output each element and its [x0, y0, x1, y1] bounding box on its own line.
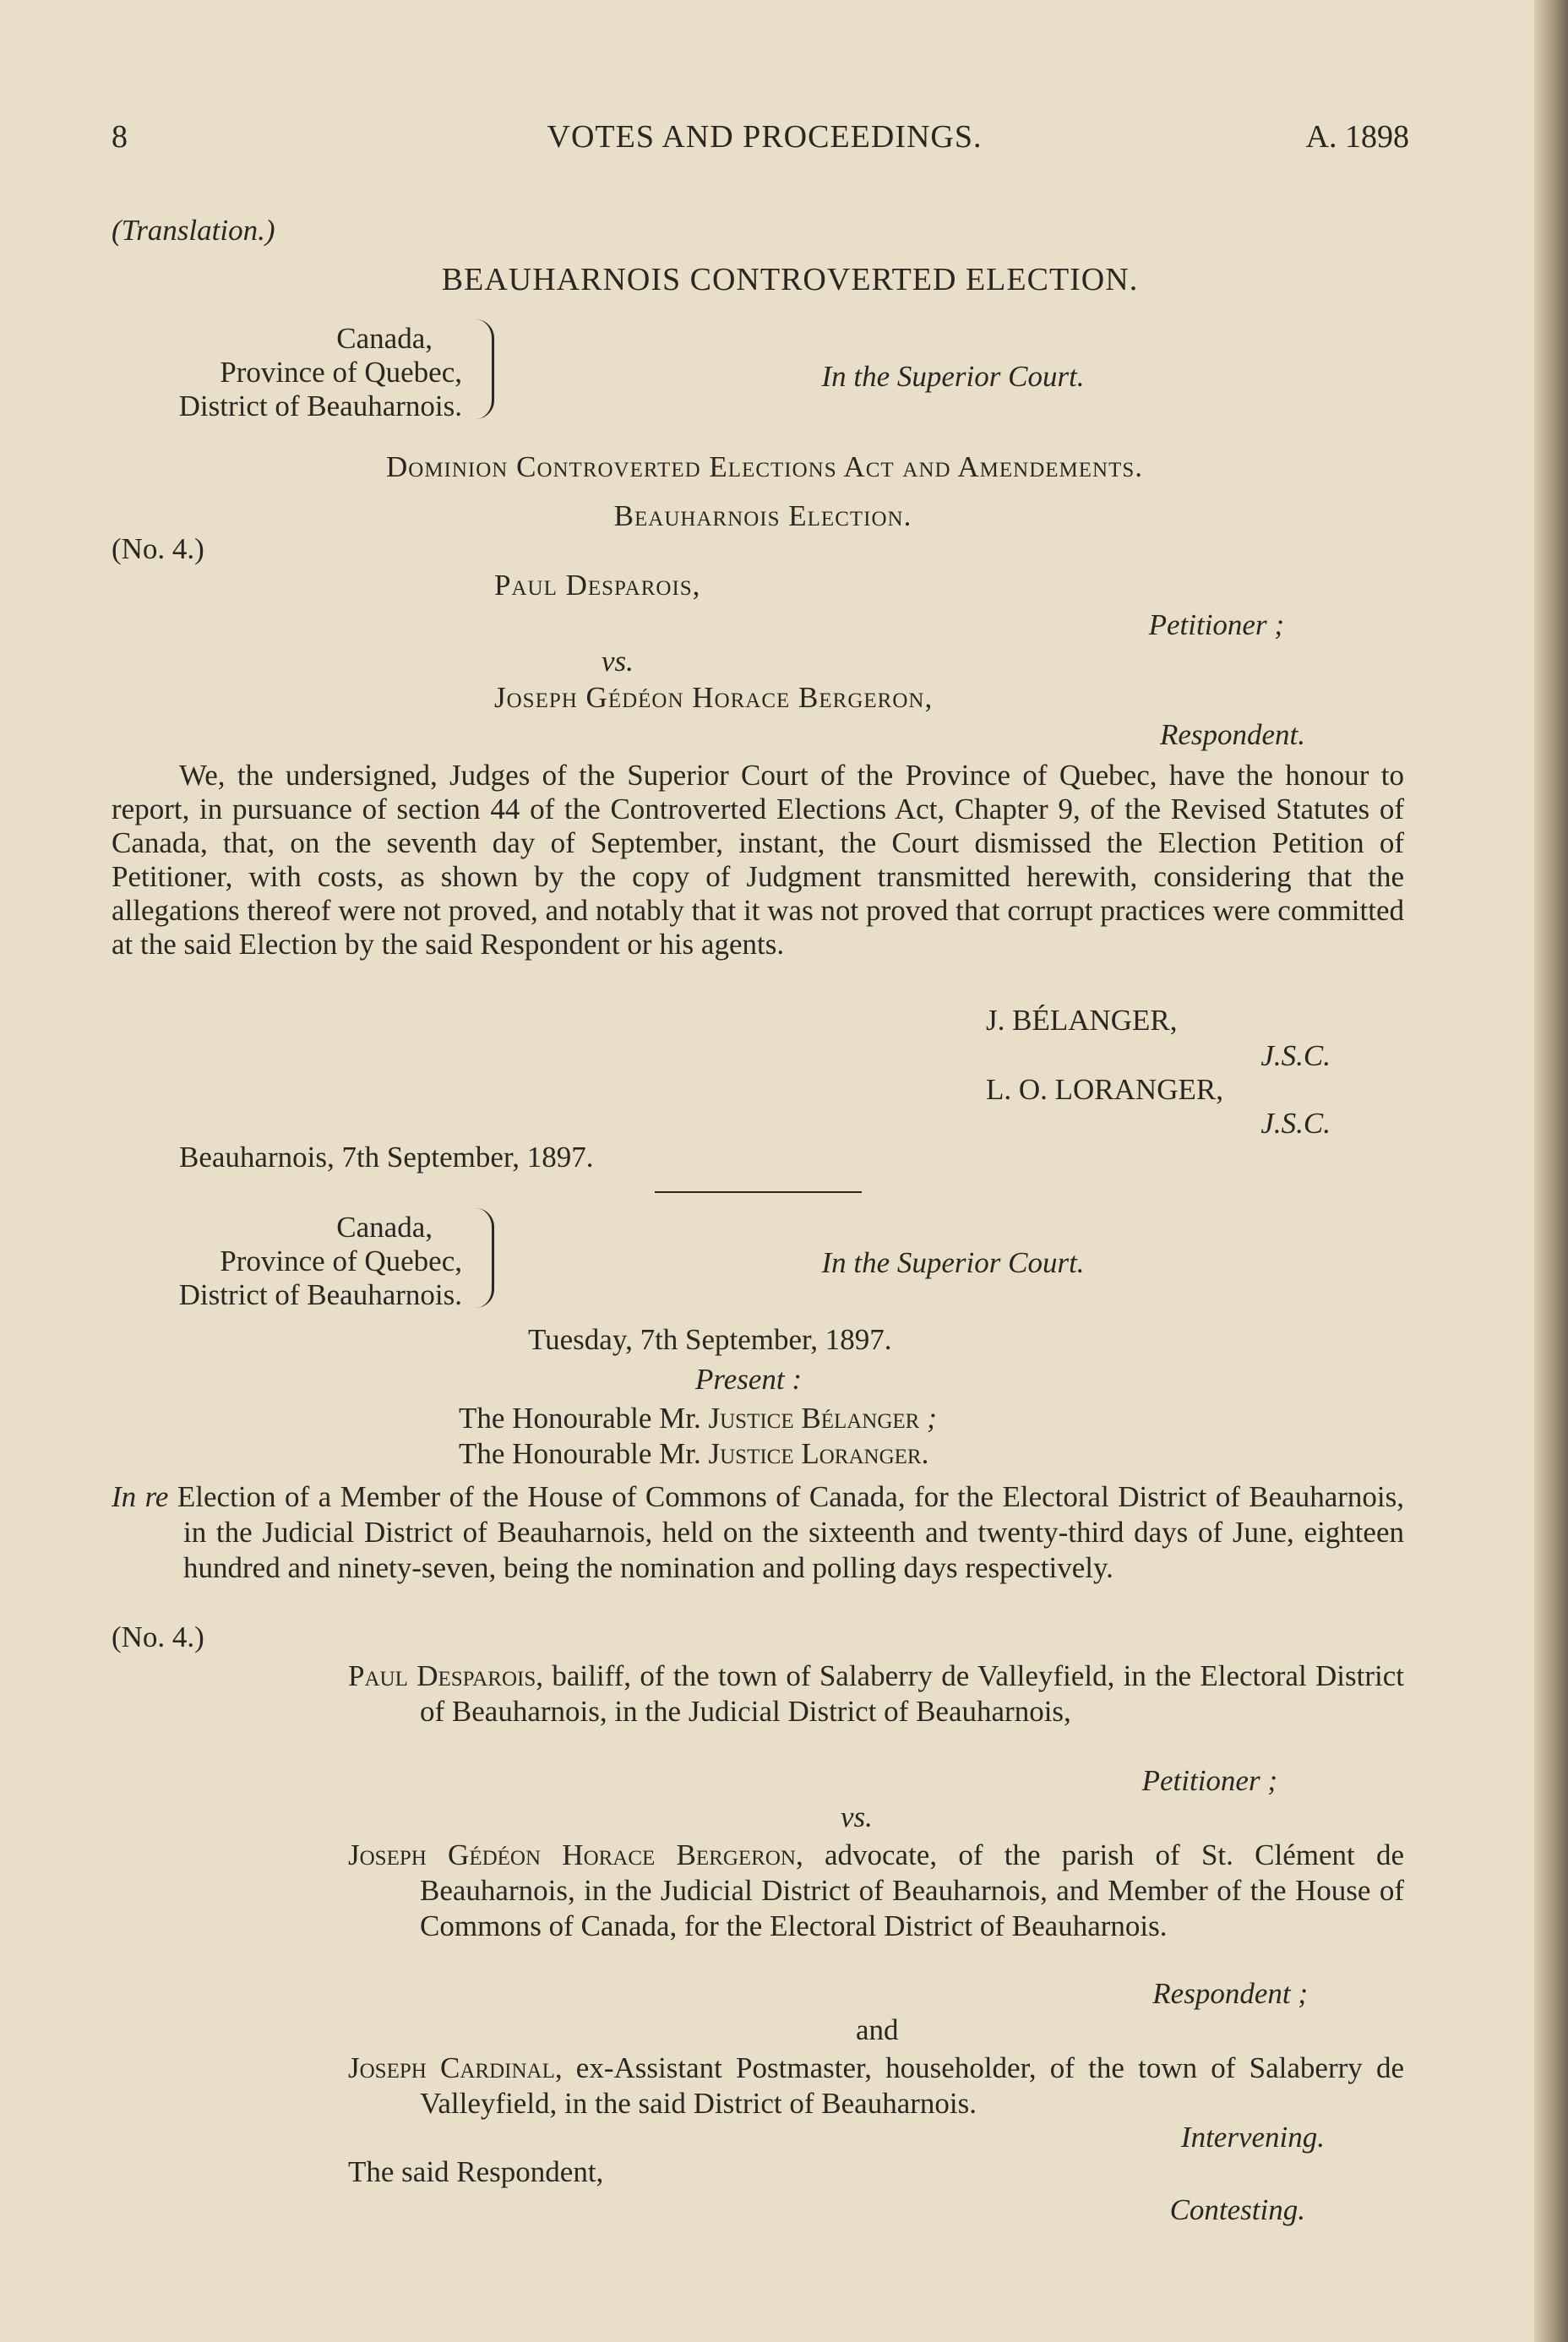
caption-brace — [473, 1208, 494, 1308]
page-number: 8 — [112, 119, 128, 155]
party-name: Paul Desparois, — [348, 1659, 544, 1692]
running-title: VOTES AND PROCEEDINGS. — [547, 119, 983, 155]
respondent-role: Respondent. — [1159, 718, 1305, 751]
act-heading: Dominion Controverted Elections Act and Amendements. — [385, 450, 1144, 483]
header-year: A. 1898 — [1305, 119, 1409, 155]
page-edge-shadow — [1534, 0, 1568, 2342]
present-suffix: . — [921, 1437, 929, 1470]
present-prefix: The Honourable Mr. — [459, 1437, 701, 1470]
party-role: Petitioner ; — [1141, 1764, 1277, 1797]
party-role: Respondent ; — [1152, 1977, 1308, 2010]
caption-brace — [473, 319, 494, 419]
present-label: Present : — [695, 1363, 803, 1396]
and-label: and — [856, 2013, 899, 2046]
present-judge-line — [459, 1403, 937, 1433]
judge-signature: L. O. LORANGER, — [986, 1073, 1223, 1106]
party-name: Joseph Cardinal, — [348, 2051, 563, 2084]
closing-party: The said Respondent, — [348, 2155, 604, 2188]
in-re-paragraph — [112, 1479, 1404, 1586]
report-paragraph: We, the undersigned, Judges of the Superior Court of the Province of Quebec, have the honour to report, in pursuance of section 44 of the Controverted Elections Act, Chapter 9, of the Revised Statutes of Canada, that, on the seventh day of September, instant, the Court dismissed the Election Petition of Petitioner, with costs, as shown by the copy of Judgment transmitted herewith, considering that the allegations thereof were not proved, and notably that it was not proved that corrupt practices were committed at the said Election by the said Respondent or his agents. — [112, 759, 1404, 961]
case-number: (No. 4.) — [112, 1620, 204, 1653]
judge-title: J.S.C. — [1260, 1107, 1331, 1140]
judge-signature: J. BÉLANGER, — [986, 1004, 1178, 1037]
caption-line-province: Province of Quebec, — [220, 1245, 462, 1277]
translation-note: (Translation.) — [112, 214, 275, 247]
party-description: bailiff, of the town of Salaberry de Valleyfield, in the Electoral District of Beauharnois, in the Judicial District of Beauharnois, — [420, 1659, 1404, 1728]
present-suffix: ; — [919, 1402, 937, 1435]
respondent-name: Joseph Gédéon Horace Bergeron, — [494, 681, 934, 714]
section-divider — [655, 1191, 862, 1193]
versus-label: vs. — [841, 1800, 873, 1833]
present-prefix: The Honourable Mr. — [459, 1402, 701, 1435]
caption-line-canada: Canada, — [336, 1211, 433, 1244]
party-description: ex-Assistant Postmaster, householder, of the town of Salaberry de Valleyfield, in the said District of Beauharnois. — [420, 2051, 1404, 2120]
present-judge-name: Justice Bélanger — [708, 1402, 920, 1435]
place-date: Beauharnois, 7th September, 1897. — [179, 1141, 594, 1174]
caption-line-province: Province of Quebec, — [220, 356, 462, 389]
present-judge-name: Justice Loranger — [708, 1437, 922, 1470]
session-date: Tuesday, 7th September, 1897. — [528, 1323, 892, 1356]
party-intervener — [348, 2051, 1404, 2121]
party-name: Joseph Gédéon Horace Bergeron, — [348, 1838, 803, 1871]
party-description: advocate, of the parish of St. Clément de Beauharnois, in the Judicial District of Beauharnois, and Member of the House of Commons of Canada, for the Electoral District of Beauharnois. — [420, 1838, 1405, 1942]
judge-title: J.S.C. — [1260, 1039, 1331, 1072]
caption-line-district: District of Beauharnois. — [178, 389, 462, 422]
caption-line-canada: Canada, — [336, 322, 433, 355]
court-name: In the Superior Court. — [821, 1246, 1085, 1279]
closing-role: Contesting. — [1169, 2193, 1305, 2226]
case-number: (No. 4.) — [112, 532, 204, 565]
caption-line-district: District of Beauharnois. — [178, 1278, 462, 1311]
petitioner-role: Petitioner ; — [1148, 608, 1284, 641]
in-re-prefix: In re — [112, 1480, 169, 1513]
document-title: BEAUHARNOIS CONTROVERTED ELECTION. — [441, 262, 1139, 297]
petitioner-name: Paul Desparois, — [494, 569, 701, 602]
in-re-text: Election of a Member of the House of Commons of Canada, for the Electoral District of Beauharnois, in the Judicial District of Beauharnois, held on the sixteenth and twenty-third days of June, eighteen hundred and ninety-seven, being the nomination and polling days respectively. — [177, 1480, 1404, 1584]
party-petitioner — [348, 1658, 1404, 1729]
court-name: In the Superior Court. — [821, 360, 1085, 393]
party-role: Intervening. — [1180, 2121, 1325, 2154]
versus-label: vs. — [602, 645, 634, 678]
party-respondent — [348, 1838, 1404, 1944]
election-heading: Beauharnois Election. — [613, 499, 912, 532]
present-judge-line — [459, 1439, 928, 1468]
